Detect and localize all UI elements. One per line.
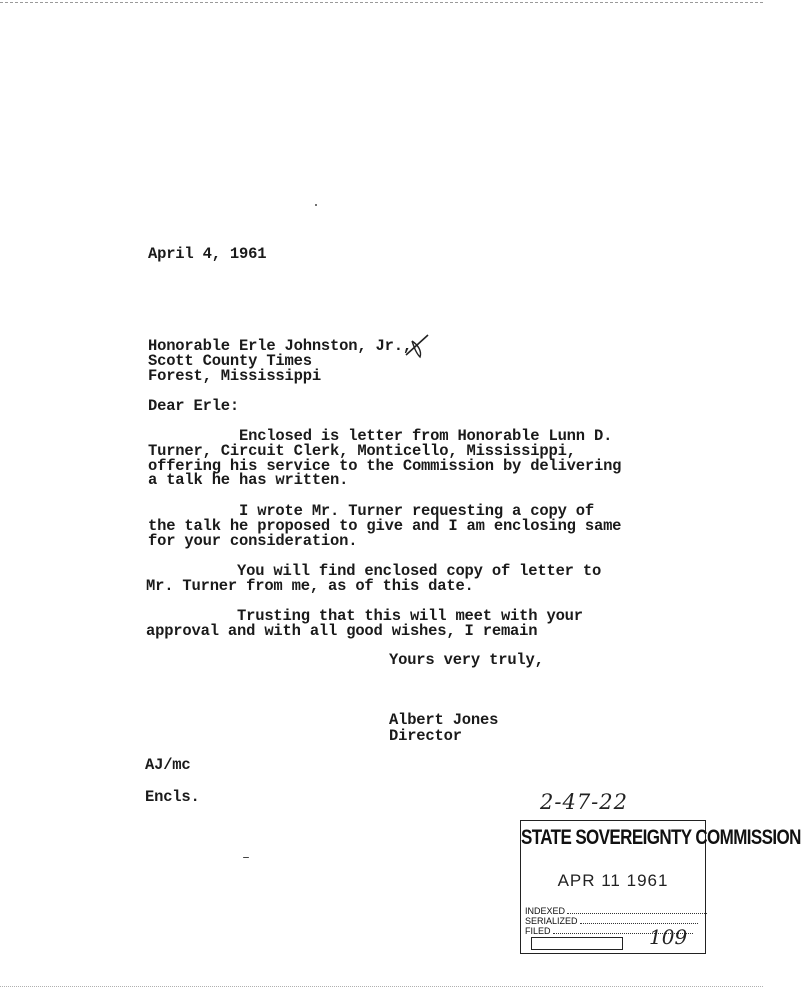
paragraph-1-line-4: a talk he has written. bbox=[148, 471, 349, 489]
stamp-field-filed-label: FILED bbox=[525, 926, 551, 936]
stamp-field-indexed-label: INDEXED bbox=[525, 906, 566, 916]
stamp-field-indexed bbox=[525, 907, 701, 916]
paragraph-2-line-2: the talk he proposed to give and I am enclosing same bbox=[148, 517, 622, 535]
page-top-edge bbox=[0, 2, 763, 3]
paragraph-4-line-2: approval and with all good wishes, I remain bbox=[146, 622, 538, 640]
signer-name: Albert Jones bbox=[389, 711, 499, 729]
recipient-line-3: Forest, Mississippi bbox=[148, 367, 321, 385]
recipient-line-2: Scott County Times bbox=[148, 352, 312, 370]
paragraph-3-line-1: You will find enclosed copy of letter to bbox=[146, 562, 602, 580]
stamp-field-serialized-label: SERIALIZED bbox=[525, 916, 578, 926]
paper-speck bbox=[315, 204, 317, 206]
paper-speck bbox=[243, 857, 249, 858]
paragraph-2-line-1: I wrote Mr. Turner requesting a copy of bbox=[148, 502, 594, 520]
signer-title: Director bbox=[389, 727, 462, 745]
paragraph-2-line-3: for your consideration. bbox=[148, 532, 358, 550]
paragraph-1-line-3: offering his service to the Commission by delivering bbox=[148, 457, 622, 475]
paragraph-3-line-2: Mr. Turner from me, as of this date. bbox=[146, 577, 474, 595]
enclosures-note: Encls. bbox=[145, 788, 200, 806]
stamp-date: APR 11 1961 bbox=[557, 871, 669, 890]
stamp-handwritten-initials: 109 bbox=[649, 925, 688, 949]
stamp-file-box bbox=[531, 937, 623, 950]
page-bottom-edge bbox=[0, 986, 763, 987]
stamp-title: STATE SOVEREIGNTY COMMISSION bbox=[521, 825, 801, 849]
paragraph-1-line-1: Enclosed is letter from Honorable Lunn D. bbox=[148, 427, 613, 445]
salutation: Dear Erle: bbox=[148, 397, 240, 415]
closing: Yours very truly, bbox=[389, 651, 544, 669]
typist-initials: AJ/mc bbox=[145, 756, 191, 774]
stamp-handwritten-number: 2-47-22 bbox=[540, 790, 628, 814]
handwritten-check-mark bbox=[404, 333, 430, 359]
paragraph-1-line-2: Turner, Circuit Clerk, Monticello, Mississippi, bbox=[148, 442, 576, 460]
commission-stamp bbox=[520, 820, 801, 954]
recipient-name: Honorable Erle Johnston, Jr., bbox=[148, 337, 412, 355]
paragraph-4-line-1: Trusting that this will meet with your bbox=[146, 607, 583, 625]
letter-date: April 4, 1961 bbox=[148, 245, 267, 263]
